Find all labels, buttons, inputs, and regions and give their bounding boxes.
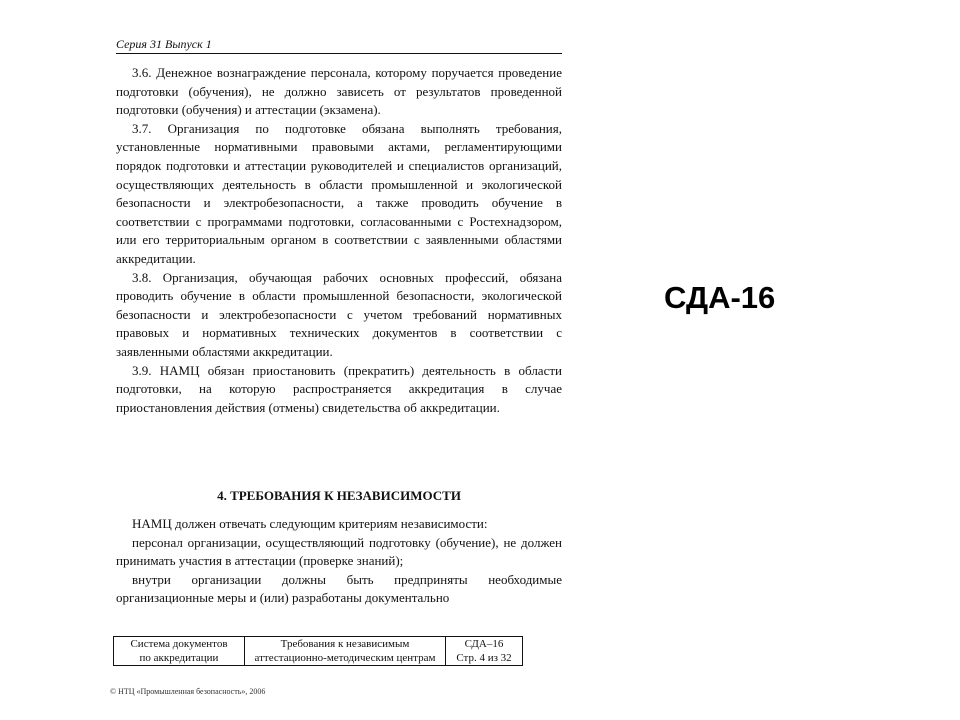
footer-code-cell (446, 637, 523, 666)
footer-title-cell (245, 637, 446, 666)
footer-system-cell (114, 637, 245, 666)
page-header (116, 37, 562, 57)
footer-system-line1: Система документов (130, 638, 228, 650)
paragraph-3-7: 3.7. Организация по подготовке обязана выполнять требования, установленные нормативными правовыми актами, регламентирующими порядок подготовки и аттестации руководителей и специалистов организаций, осуществляющих деятельность в области промышленной и экологической безопасности и электробезопасности, а также проводить обучение в соответствии с программами подготовки, согласованными с Ростехнадзором, или его территориальным органом в соответствии с заявленными областями аккредитации. (116, 120, 562, 266)
footer-system-line2: по аккредитации (139, 652, 219, 664)
paragraph-3-8: 3.8. Организация, обучающая рабочих основных профессий, обязана проводить обучение в области промышленной безопасности, экологической безопасности и электробезопасности с учетом требований нормативных правовых и нормативных технических документов в соответствии с заявленными областями аккредитации. (116, 269, 562, 359)
independence-criterion-1: персонал организации, осуществляющий подготовку (обучение), не должен принимать участия в аттестации (проверке знаний); (116, 534, 562, 569)
document-body (116, 64, 562, 417)
footer-row (114, 637, 523, 666)
paragraph-3-9: 3.9. НАМЦ обязан приостановить (прекратить) деятельность в области подготовки, на которую распространяется аккредитация в случае приостановления действия (отмены) свидетельства об аккредитации. (116, 362, 562, 415)
footer-title-line1: Требования к независимым (280, 638, 410, 650)
series-title: Серия 31 Выпуск 1 (116, 37, 212, 51)
footer-code: СДА–16 (464, 638, 504, 650)
section-heading: 4. ТРЕБОВАНИЯ К НЕЗАВИСИМОСТИ (217, 488, 461, 503)
header-rule (116, 53, 562, 54)
footer-table (113, 636, 523, 666)
section-body (116, 515, 562, 608)
copyright-note: © НТЦ «Промышленная безопасность», 2006 (110, 687, 266, 696)
paragraph-3-6: 3.6. Денежное вознаграждение персонала, которому поручается проведение подготовки (обучения), не должно зависеть от результатов проведенной подготовки (обучения) и аттестации (экзамена). (116, 65, 562, 118)
footer-title-line2: аттестационно-методическим центрам (254, 652, 436, 664)
independence-criterion-2: внутри организации должны быть предприняты необходимые организационные меры и (или) разработаны документально (116, 571, 562, 606)
independence-intro: НАМЦ должен отвечать следующим критериям независимости: (132, 516, 488, 531)
footer-page-number: Стр. 4 из 32 (456, 652, 512, 664)
document-code-label: СДА-16 (664, 280, 776, 315)
